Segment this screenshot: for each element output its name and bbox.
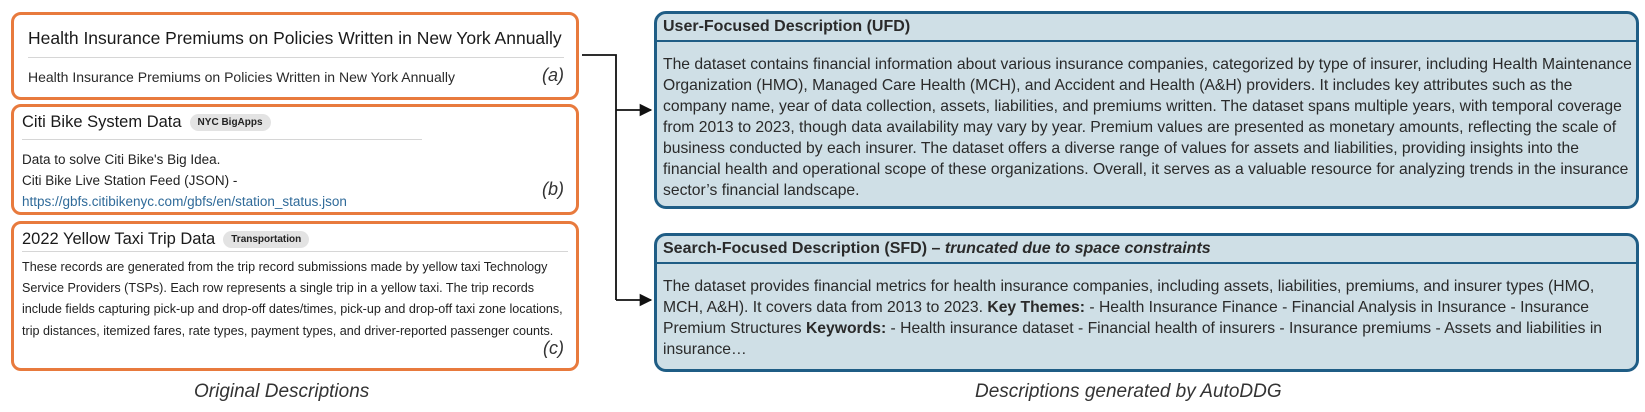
card-c-title: 2022 Yellow Taxi Trip Data	[22, 230, 216, 248]
card-b-line-2: Citi Bike Live Station Feed (JSON) -	[22, 173, 238, 188]
card-b-line-1: Data to solve Citi Bike's Big Idea.	[22, 152, 221, 167]
card-c-description: These records are generated from the trip record submissions made by yellow taxi Technology Service Providers (TSPs). Each row represents a single trip in a yellow taxi. The trip records include fields capturing pick-up and drop-off dates/times, pick-up and drop-off taxi zone locations, trip distances, itemized fares, rate types, payment types, and driver-reported passenger counts.	[22, 260, 563, 338]
ufd-heading: User-Focused Description (UFD)	[657, 14, 1636, 42]
ufd-description: The dataset contains financial information about various insurance companies, categorized by type of insurer, including Health Maintenance Organization (HMO), Managed Care Health (MCH), and Accident and Health (A&H) providers. It includes key attributes such as the company name, year of data collection, assets, liabilities, and premiums written. The dataset spans multiple years, with temporal coverage from 2013 to 2023, though data availability may vary by year. Premium values are presented as monetary amounts, reflecting the scale of business conducted by each insurer. The dataset offers a diverse range of values for assets and liabilities, providing insights into the financial health and operational scope of these organizations. Overall, it serves as a valuable resource for analyzing trends in the insurance sector’s financial landscape.	[663, 56, 1632, 199]
card-a-title: Health Insurance Premiums on Policies Written in New York Annually	[28, 28, 562, 48]
sfd-heading	[657, 236, 1636, 264]
card-b-tag: NYC BigApps	[190, 114, 271, 131]
card-c-tag: Transportation	[223, 231, 309, 248]
card-b-feed-link[interactable]: https://gbfs.citibikenyc.com/gbfs/en/station_status.json	[22, 194, 347, 209]
connector-line-main	[582, 55, 616, 300]
sfd-description	[657, 264, 1636, 360]
card-b-title: Citi Bike System Data	[22, 113, 182, 131]
sfd-box	[654, 233, 1639, 372]
card-a-description: Health Insurance Premiums on Policies Written in New York Annually	[28, 69, 455, 85]
card-b-marker: (b)	[542, 179, 564, 199]
sfd-themes: - Health Insurance Finance - Financial Analysis in Insurance - Insurance Premium Structures	[663, 299, 1590, 337]
sfd-heading-note: truncated due to space constraints	[944, 240, 1211, 257]
card-c-marker: (c)	[543, 338, 564, 358]
card-a-marker: (a)	[542, 65, 564, 85]
sfd-intro: The dataset provides financial metrics for health insurance companies, including assets, liabilities, premiums, and insurer types (HMO, MCH, A&H). It covers data from 2013 to 2023.	[663, 278, 1595, 316]
sfd-heading-title: Search-Focused Description (SFD) –	[663, 240, 941, 257]
ufd-box	[654, 11, 1639, 209]
sfd-keywords-label: Keywords:	[805, 320, 887, 337]
sfd-themes-label: Key Themes:	[987, 299, 1086, 316]
original-descriptions-caption: Original Descriptions	[194, 381, 370, 402]
sfd-keywords: - Health insurance dataset - Financial health of insurers - Insurance premiums - Assets and liabilities in insurance…	[663, 320, 1603, 358]
generated-descriptions-caption: Descriptions generated by AutoDDG	[975, 381, 1282, 402]
